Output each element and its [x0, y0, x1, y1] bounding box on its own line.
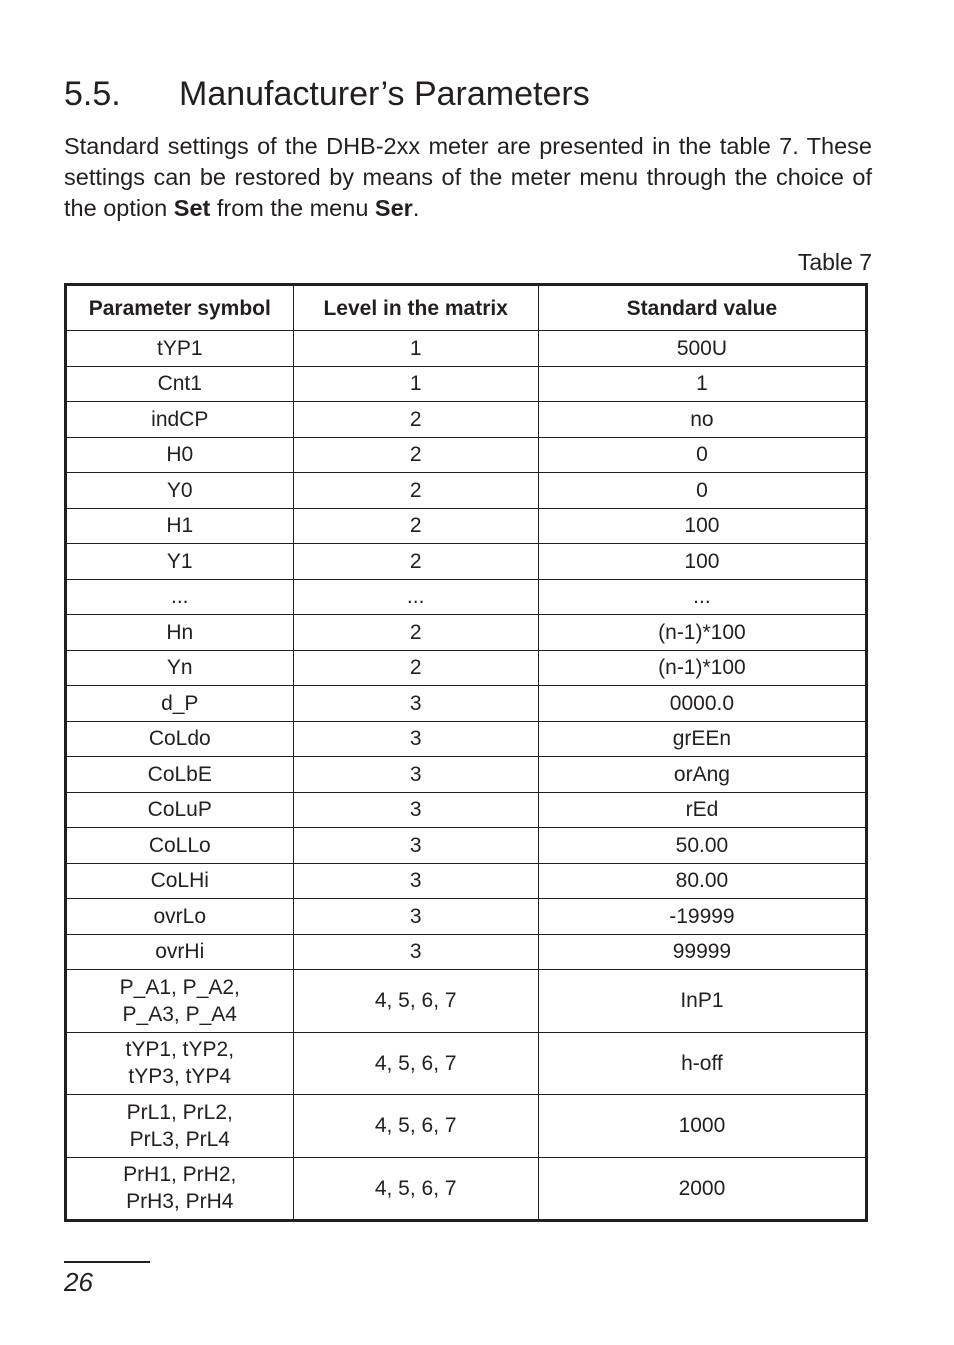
table-header-row [66, 285, 867, 331]
cell-symbol: Hn [66, 615, 294, 651]
cell-value: InP1 [538, 970, 866, 1033]
cell-value: grEEn [538, 721, 866, 757]
table-row [66, 508, 867, 544]
cell-level: 3 [293, 899, 538, 935]
footer-divider [64, 1261, 150, 1263]
table-row [66, 579, 867, 615]
cell-value: 99999 [538, 934, 866, 970]
table-row [66, 899, 867, 935]
cell-value: 1000 [538, 1095, 866, 1158]
cell-symbol: d_P [66, 686, 294, 722]
cell-symbol: CoLHi [66, 863, 294, 899]
cell-symbol [66, 1157, 294, 1221]
cell-value: 100 [538, 544, 866, 580]
cell-level: 2 [293, 615, 538, 651]
cell-level: 4, 5, 6, 7 [293, 970, 538, 1033]
header-level-in-matrix: Level in the matrix [293, 285, 538, 331]
table-caption: Table 7 [797, 249, 872, 275]
cell-symbol: ... [66, 579, 294, 615]
table-row [66, 863, 867, 899]
table-row [66, 437, 867, 473]
parameters-table [64, 283, 868, 1222]
header-parameter-symbol: Parameter symbol [66, 285, 294, 331]
header-standard-value: Standard value [538, 285, 866, 331]
table-row [66, 757, 867, 793]
table-row [66, 686, 867, 722]
cell-symbol [66, 1032, 294, 1095]
cell-symbol: CoLuP [66, 792, 294, 828]
table-row [66, 615, 867, 651]
cell-symbol: ovrLo [66, 899, 294, 935]
cell-value: -19999 [538, 899, 866, 935]
cell-value: 2000 [538, 1157, 866, 1221]
cell-level: ... [293, 579, 538, 615]
table-row [66, 934, 867, 970]
cell-level: 1 [293, 366, 538, 402]
cell-value: 500U [538, 331, 866, 367]
cell-symbol: H0 [66, 437, 294, 473]
cell-value: (n-1)*100 [538, 615, 866, 651]
cell-level: 3 [293, 934, 538, 970]
table-row [66, 331, 867, 367]
cell-symbol: Y0 [66, 473, 294, 509]
cell-level: 4, 5, 6, 7 [293, 1032, 538, 1095]
cell-value: no [538, 402, 866, 438]
intro-text-1: Standard settings of the DHB-2xx meter are presented in the table 7. These settings can be restored by means of the meter menu through the choice of the option [64, 133, 872, 221]
table-row [66, 1032, 867, 1095]
cell-symbol-line: PrH3, PrH4 [126, 1190, 234, 1214]
cell-level: 2 [293, 544, 538, 580]
cell-value: 80.00 [538, 863, 866, 899]
cell-level: 4, 5, 6, 7 [293, 1095, 538, 1158]
cell-level: 3 [293, 828, 538, 864]
cell-value: orAng [538, 757, 866, 793]
cell-symbol: Yn [66, 650, 294, 686]
cell-symbol: indCP [66, 402, 294, 438]
cell-value: rEd [538, 792, 866, 828]
cell-level: 3 [293, 757, 538, 793]
table-row [66, 792, 867, 828]
cell-symbol-line: P_A3, P_A4 [122, 1002, 237, 1026]
section-heading [64, 74, 590, 114]
cell-symbol-line: PrL3, PrL4 [129, 1127, 230, 1151]
cell-value: h-off [538, 1032, 866, 1095]
table-row [66, 721, 867, 757]
intro-text-3: . [412, 195, 420, 221]
cell-symbol: tYP1 [66, 331, 294, 367]
cell-value: 100 [538, 508, 866, 544]
cell-symbol-line: tYP1, tYP2, [125, 1038, 235, 1062]
cell-level: 3 [293, 863, 538, 899]
cell-level: 3 [293, 792, 538, 828]
table-row [66, 402, 867, 438]
cell-level: 2 [293, 650, 538, 686]
cell-symbol: CoLbE [66, 757, 294, 793]
cell-level: 2 [293, 437, 538, 473]
intro-bold-ser: Ser [374, 195, 413, 221]
cell-level: 2 [293, 508, 538, 544]
cell-value: (n-1)*100 [538, 650, 866, 686]
cell-level: 2 [293, 473, 538, 509]
cell-value: 0 [538, 473, 866, 509]
cell-level: 4, 5, 6, 7 [293, 1157, 538, 1221]
table-row [66, 473, 867, 509]
page-number: 26 [64, 1267, 93, 1297]
cell-symbol: ovrHi [66, 934, 294, 970]
cell-symbol: H1 [66, 508, 294, 544]
table-row [66, 544, 867, 580]
cell-value: 0 [538, 437, 866, 473]
table-row [66, 970, 867, 1033]
cell-level: 1 [293, 331, 538, 367]
table-row [66, 1095, 867, 1158]
table-row [66, 650, 867, 686]
cell-value: ... [538, 579, 866, 615]
cell-symbol-line: PrH1, PrH2, [123, 1163, 237, 1187]
cell-symbol: CoLLo [66, 828, 294, 864]
cell-symbol: Y1 [66, 544, 294, 580]
cell-value: 1 [538, 366, 866, 402]
cell-level: 3 [293, 686, 538, 722]
cell-symbol-line: tYP3, tYP4 [128, 1065, 232, 1089]
table-row [66, 366, 867, 402]
cell-symbol: Cnt1 [66, 366, 294, 402]
section-number: 5.5. [64, 75, 121, 113]
cell-symbol-line: P_A1, P_A2, [119, 975, 240, 999]
cell-symbol [66, 1095, 294, 1158]
cell-level: 2 [293, 402, 538, 438]
cell-level: 3 [293, 721, 538, 757]
section-title: Manufacturer’s Parameters [179, 75, 590, 113]
table-row [66, 828, 867, 864]
intro-paragraph [64, 131, 872, 224]
cell-symbol: CoLdo [66, 721, 294, 757]
cell-value: 50.00 [538, 828, 866, 864]
intro-text-2: from the menu [210, 195, 375, 221]
intro-bold-set: Set [173, 195, 211, 221]
cell-value: 0000.0 [538, 686, 866, 722]
cell-symbol [66, 970, 294, 1033]
table-row [66, 1157, 867, 1221]
cell-symbol-line: PrL1, PrL2, [126, 1100, 233, 1124]
